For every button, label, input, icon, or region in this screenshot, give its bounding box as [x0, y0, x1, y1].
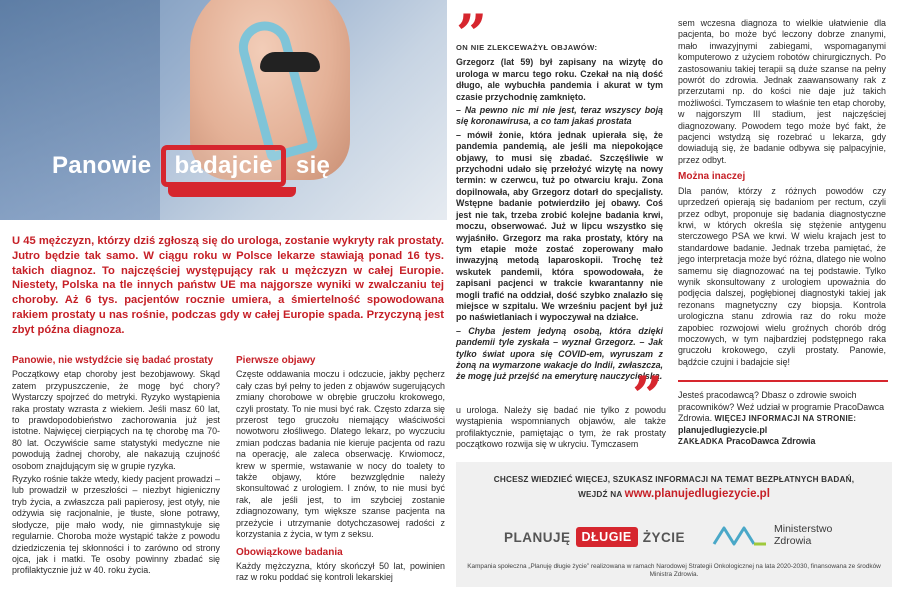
- logo-left-word-1: PLANUJĘ: [504, 529, 571, 545]
- quote-close-icon: ”: [632, 364, 656, 428]
- shirt-shape: [0, 0, 160, 220]
- story-italic-2: – Chyba jestem jedyną osobą, która dzięki pandemii tyle zyskała – wyznał Grzegorz. – Jak tylko świat upora się COVID-em, wyruszam z żoną na wymarzone wakacje do Indii, zwłaszcza, że mogę już przejść na emeryturę nauczycielską.: [456, 325, 663, 382]
- info-more-label: WIĘCEJ INFORMACJI NA STRONIE:: [714, 414, 857, 423]
- info-tab-label: ZAKŁADKA: [678, 437, 724, 446]
- hero-title-boxed: badajcie: [174, 152, 273, 179]
- cta-text: [470, 472, 878, 502]
- col4-paragraph-1: sem wczesna diagnoza to wielkie ułatwienie dla pacjenta, bo może być leczony dobrze znanymi, mało inwazyjnymi zabiegami, wspomaganymi komputerowo z użyciem robotów chirurgicznych. Po zastosowaniu takiej terapii są duże szanse na pełny powrót do zdrowia. Jednak zaawansowany rak z przerzutami np. do kości nie daje już takich możliwości. Tymczasem to właśnie ten etap choroby, w najgorszym III stadium, jest najczęściej diagnozowany. Powodem tego może być fakt, że pacjenci wstydzą się rozebrać u lekarza, gdy dowiadują się, że badanie odbywa się palpacyjnie, przez odbyt.: [678, 18, 886, 165]
- hero-title: [52, 145, 330, 187]
- planuje-dlugie-zycie-logo: [504, 527, 685, 547]
- column-4: [678, 18, 886, 370]
- col2-paragraph-2: Każdy mężczyzna, który skończył 50 lat, powinien raz w roku poddać się kontroli lekarskiej: [236, 560, 445, 583]
- col4-heading: Można inaczej: [678, 171, 746, 183]
- col3-paragraph-after: u urologa. Należy się badać nie tylko z powodu wystąpienia wspomnianych objawów, ale także profilaktycznie, pamiętając o tym, że rak prostaty początkowo rozwija się w ukryciu. Tymczasem: [456, 405, 666, 450]
- info-divider: [678, 380, 888, 382]
- logo-right-line-1: Ministerstwo: [774, 523, 833, 535]
- lead-paragraph: U 45 mężczyzn, którzy dziś zgłoszą się do urologa, zostanie wykryty rak prostaty. Jutro będzie tak samo. W ciągu roku w Polsce lekarze stawiają ponad 16 tys. takich diagnoz. To najczęściej występujący rak u mężczyzn w całej Europie. Niestety, Polska na tle innych państw UE ma najgorsze wyniki w zwalczaniu tej choroby. Aż 6 tys. pacjentów rocznie umiera, a śmiertelność spowodowana rakiem prostaty u nas rośnie, podczas gdy w całej Europie spada. Przyczyną jest zbyt późna diagnoza.: [12, 235, 444, 336]
- info-tab-value: PracoDawca Zdrowia: [726, 436, 816, 446]
- footer-band: [456, 462, 892, 587]
- cta-url-link[interactable]: www.planujedlugiezycie.pl: [624, 488, 770, 500]
- cta-line-2: WEJDŹ NA: [578, 490, 623, 499]
- ministry-logo-icon: [712, 522, 768, 548]
- campaign-footnote: Kampania społeczna „Planuję długie życie” realizowana w ramach Narodowej Strategii Onkologicznej na lata 2020-2030, finansowana ze środków Ministra Zdrowia.: [467, 563, 881, 579]
- col4-paragraph-2: Dla panów, którzy z różnych powodów czy uprzedzeń opierają się badaniom per rectum, czyli przez odbyt, proponuje się badania diagnostyczne krwi, w których określa się stężenie antygenu sterczowego PSA we krwi. W wielu krajach jest to standardowe badanie. Jednak trzeba pamiętać, że jego interpretacja może być różna, dlatego nie wolno samemu się diagnozować na tej podstawie. Tylko wynik skonsultowany z urologiem upoważnia do podjęcia dalszej, pogłębionej diagnostyki takiej jak rezonans magnetyczny czy biopsja. Kontrola urologiczna stanu zdrowia raz do roku może zapobiec rozwojowi wielu groźnych chorób dróg moczowych, w tym najbardziej podstępnego raka gruczołu krokowego, czyli prostaty. Panowie, bądźcie czujni i badajcie się!: [678, 185, 886, 367]
- column-3-story: [456, 42, 663, 385]
- story-italic-1: – Na pewno nic mi nie jest, teraz wszyscy boją się koronawirusa, a co tam jakaś prostata: [456, 105, 663, 127]
- col1-paragraph-2: Ryzyko rośnie także wtedy, kiedy pacjent prowadzi – lub prowadził w przeszłości – niezbyt higieniczny tryb życia, a zwłaszcza pali papierosy, jest otyły, nie odżywia się racjonalnie, je tłuste, słone potrawy, słodycze, pije mało wody, nie gimnastykuje się regularnie. Choroba może wystąpić także z powodu dziedziczenia tej skłonności i to zarówno od strony ojca, jak i matki. Te osoby powinny zbadać się profilaktycznie już w 40. roku życia.: [12, 474, 220, 576]
- col2-heading: Pierwsze objawy: [236, 355, 316, 366]
- hero-title-before: Panowie: [52, 152, 152, 179]
- info-more-url[interactable]: planujedlugiezycie.pl: [678, 424, 768, 435]
- cta-line-1: CHCESZ WIEDZIEĆ WIĘCEJ, SZUKASZ INFORMACJI NA TEMAT BEZPŁATNYCH BADAŃ,: [493, 475, 855, 484]
- hero-accent-bar: [168, 187, 296, 197]
- logo-left-word-3: ŻYCIE: [642, 529, 686, 545]
- info-text: Jesteś pracodawcą? Dbasz o zdrowie swoich pracowników? Weź udział w programie PracoDawca Zdrowia.: [678, 390, 885, 423]
- mustache-icon: [260, 52, 320, 72]
- column-2: [236, 355, 445, 586]
- hero-image: [0, 0, 447, 220]
- col2-paragraph-1: Częste oddawania moczu i odczucie, jakby pęcherz cały czas był pełny to jeden z objawów sugerujących zmiany chorobowe w obrębie gruczołu krokowego, czyli prostaty. To nie musi być rak. Często zdarza się przerost tego gruczołu niemający właściwości nowotworu złośliwego. Dlatego lekarz, po wyczuciu zmian podczas badania nie kieruje pacjenta od razu na operację, ale zaleca obserwację. Krwiomocz, krew w spermie, wstawanie w nocy do toalety to także objawy, które bezwzględnie należy skonsultować z urologiem. I znów, to nie musi być rak, ale jeśli jest, to im szybciej zostanie zdiagnozowany, tym większe szanse pacjenta na przeżycie i utrzymanie dotychczasowej radości z korzystania z życia, w tym z seksu.: [236, 369, 445, 540]
- col1-paragraph-1: Początkowy etap choroby jest bezobjawowy. Skąd zatem przypuszczenie, że mogę być chory? Wystarczy spojrzeć do metryki. Ryzyko wystąpienia raka prostaty wzrasta z wiekiem. Jeśli masz 60 lat, to prawdopodobieństwo zachorowania już jest istotne. Najwięcej cierpiących na tę chorobę ma 70-80 lat. Oczywiście same statystyki medyczne nie powodują żadnej choroby, ale nakazują czujność osobom znajdującym się w grupie ryzyka.: [12, 369, 220, 471]
- hero-title-after: się: [295, 152, 331, 179]
- col2-heading-2: Obowiązkowe badania: [236, 546, 343, 558]
- hero-title-box: [161, 145, 285, 187]
- logo-right-line-2: Zdrowia: [774, 535, 812, 547]
- ministry-of-health-logo: [712, 522, 832, 548]
- story-bold-1: Grzegorz (lat 59) był zapisany na wizytę do urologa w marcu tego roku. Czekał na nią dość długo, ale wybuchła pandemia i akurat w tym czasie przychodnię zamknięto.: [456, 57, 663, 102]
- col1-heading: Panowie, nie wstydźcie się badać prostaty: [12, 355, 214, 366]
- column-3-continued: [456, 405, 666, 453]
- column-1: [12, 355, 220, 579]
- story-caption: ON NIE ZLEKCEWAŻYŁ OBJAWÓW:: [456, 43, 598, 52]
- employer-info: [678, 390, 888, 448]
- quote-open-icon: ”: [456, 2, 480, 66]
- logo-left-word-2: DŁUGIE: [576, 527, 638, 547]
- story-bold-2: – mówił żonie, która jednak upierała się, że pandemia pandemią, ale jeśli ma niepokojące objawy, to musi się zbadać. Szczęśliwie w przychodni udało się przełożyć wizytę na nowy termin: w czerwcu, tuż po otwarciu kraju. Zona dopilnowała, aby Grzegorz dotarł do specjalisty. Wstępne badanie potwierdziło jej obawy. Coś jest nie tak, trzeba zrobić kolejne badania krwi, moczu, obserwować. Już w lipcu wszystko się wyjaśniło. Grzegorz ma raka prostaty, który na tym etapie może zostać zoperowany mało inwazyjną metodą laparoskopii. Trochę też wskutek pandemii, która spowodowała, że zapisani pacjenci w trakcie kwarantanny nie mogli trafić na oddział, dość szybko znalazło się miejsce w szpitalu. We wrześniu pacjent był już po naświetlaniach i wypoczywał na działce.: [456, 129, 663, 323]
